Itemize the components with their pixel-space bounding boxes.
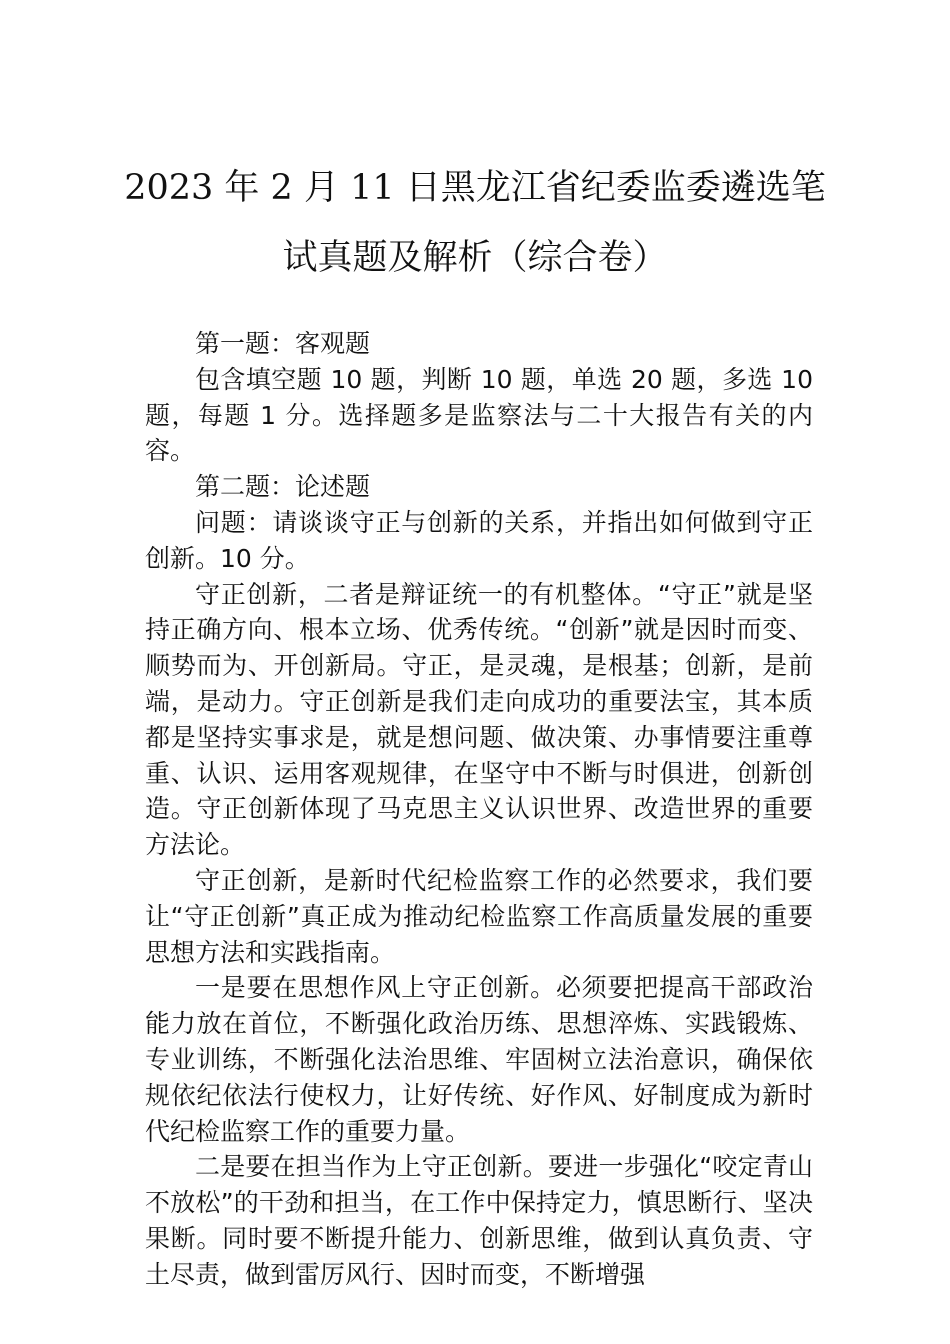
paragraph-answer-2: 守正创新，是新时代纪检监察工作的必然要求，我们要让“守正创新”真正成为推动纪检监察工作高质量发展的重要思想方法和实践指南。 xyxy=(145,865,813,967)
paragraph-question: 问题：请谈谈守正与创新的关系，并指出如何做到守正创新。10 分。 xyxy=(145,507,813,573)
paragraph-answer-1: 守正创新，二者是辩证统一的有机整体。“守正”就是坚持正确方向、根本立场、优秀传统。“创新”就是因时而变、顺势而为、开创新局。守正，是灵魂，是根基；创新，是前端，是动力。守正创新是我们走向成功的重要法宝，其本质都是坚持实事求是，就是想问题、做决策、办事情要注重尊重、认识、运用客观规律，在坚守中不断与时俱进，创新创造。守正创新体现了马克思主义认识世界、改造世界的重要方法论。 xyxy=(145,579,813,860)
paragraph-answer-3: 一是要在思想作风上守正创新。必须要把提高干部政治能力放在首位，不断强化政治历练、思想淬炼、实践锻炼、专业训练，不断强化法治思维、牢固树立法治意识，确保依规依纪依法行使权力，让好传统、好作风、好制度成为新时代纪检监察工作的重要力量。 xyxy=(145,973,813,1146)
document-title-line-2: 试真题及解析（综合卷） xyxy=(282,238,668,278)
section-heading-objective: 第一题：客观题 xyxy=(195,329,371,358)
paragraph-objective-detail: 包含填空题 10 题，判断 10 题，单选 20 题，多选 10 题，每题 1 分。选择题多是监察法与二十大报告有关的内容。 xyxy=(145,364,813,466)
paragraph-answer-4: 二是要在担当作为上守正创新。要进一步强化“咬定青山不放松”的干劲和担当，在工作中保持定力，慎思断行、坚决果断。同时要不断提升能力、创新思维，做到认真负责、守土尽责，做到雷厉风行、因时而变，不断增强 xyxy=(145,1152,813,1289)
section-heading-essay: 第二题：论述题 xyxy=(195,472,371,502)
document-body xyxy=(145,326,813,1293)
document-title-line-1: 2023 年 2 月 11 日黑龙江省纪委监委遴选笔 xyxy=(124,168,826,208)
